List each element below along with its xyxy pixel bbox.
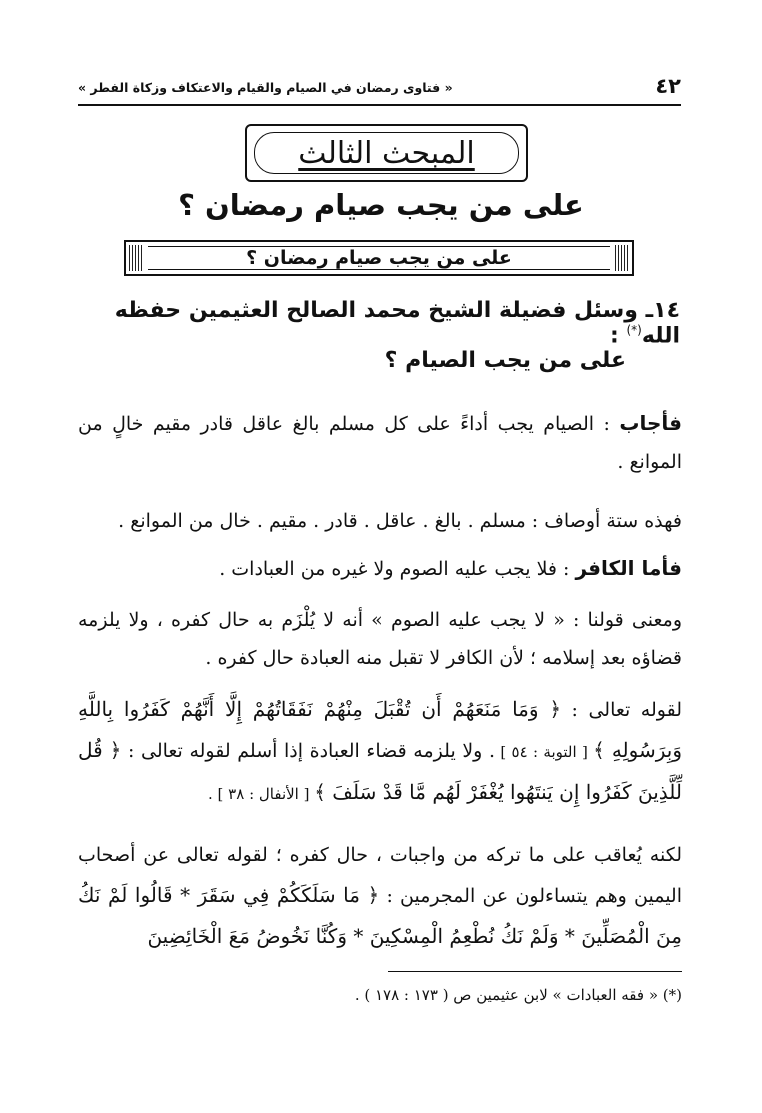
- quran-verse-3: ﴿ مَا سَلَكَكُمْ فِي سَقَرَ * قَالُوا لَمْ نَكُ مِنَ الْمُصَلِّينَ * وَلَمْ نَكُ نُطْعِمُ الْمِسْكِينَ * وَكُنَّا نَخُوضُ مَعَ الْخَائِضِينَ: [78, 883, 682, 948]
- answer-paragraph-2: فهذه ستة أوصاف : مسلم . بالغ . عاقل . قادر . مقيم . خال من الموانع .: [118, 510, 682, 532]
- p5-middle: . ولا يلزمه قضاء العبادة إذا أسلم لقوله تعالى :: [121, 740, 496, 762]
- answer-paragraph-4: ومعنى قولنا : « لا يجب عليه الصوم » أنه لا يُلْزَم به حال كفره ، ولا يلزمه قضاؤه بعد إسلامه ؛ لأن الكافر لا تقبل منه العبادة حال كفره .: [78, 609, 682, 669]
- running-title: « فتاوى رمضان في الصيام والقيام والاعتكاف وزكاة الفطر »: [78, 80, 453, 95]
- page-number: ٤٢: [655, 74, 681, 98]
- main-heading: على من يجب صيام رمضان ؟: [178, 188, 584, 222]
- answer-paragraph-1: [78, 404, 682, 481]
- kafir-lead: فأما الكافر: [575, 556, 682, 580]
- chapter-title-inner-frame: [254, 132, 519, 174]
- footnote: (*) « فقه العبادات » لابن عثيمين ص ( ١٧٣ : ١٧٨ ) .: [354, 986, 682, 1004]
- verse-reference-2: [ الأنفال : ٣٨ ] .: [208, 785, 315, 803]
- quran-verse-1: ﴿ وَمَا مَنَعَهُمْ أَن تُقْبَلَ مِنْهُمْ نَفَقَاتُهُمْ إِلَّا أَنَّهُمْ كَفَرُوا بِاللَّهِ وَبِرَسُولِهِ ﴾: [78, 697, 682, 762]
- answer-paragraph-6: [78, 835, 682, 957]
- header-rule: [78, 104, 681, 106]
- chapter-title-frame: [245, 124, 528, 182]
- sub-heading-band: [124, 240, 634, 276]
- quran-verse-2: ﴿ قُل لِّلَّذِينَ كَفَرُوا إِن يَنتَهُوا يُغْفَرْ لَهُم مَّا قَدْ سَلَفَ ﴾: [78, 738, 682, 804]
- p6-intro: لكنه يُعاقب على ما تركه من واجبات ، حال كفره ؛ لقوله تعالى عن أصحاب اليمين وهم يتساءلون عن المجرمين :: [78, 844, 682, 907]
- answer-text-1: : الصيام يجب أداءً على كل مسلم بالغ عاقل قادر مقيم خالٍ من الموانع .: [78, 413, 682, 473]
- band-hatch-right: [615, 245, 629, 271]
- answer-lead: فأجاب: [619, 411, 682, 435]
- verse-reference-1: [ التوبة : ٥٤ ]: [495, 743, 594, 761]
- question-number-text: ١٤ـ وسئل فضيلة الشيخ محمد الصالح العثيمين حفظه الله: [114, 298, 680, 349]
- footnote-rule: [388, 971, 682, 972]
- question-colon: :: [610, 323, 627, 349]
- band-hatch-left: [129, 245, 143, 271]
- question-intro: [90, 298, 680, 348]
- chapter-title: المبحث الثالث: [298, 135, 475, 171]
- running-header: [78, 74, 681, 106]
- question-text: على من يجب الصيام ؟: [384, 348, 626, 373]
- p5-intro: لقوله تعالى :: [561, 699, 682, 721]
- answer-paragraph-3: [78, 549, 682, 588]
- footnote-marker: (*): [626, 323, 642, 337]
- answer-text-3: : فلا يجب عليه الصوم ولا غيره من العبادات .: [219, 558, 576, 580]
- answer-paragraph-5: [78, 689, 682, 814]
- sub-heading: على من يجب صيام رمضان ؟: [246, 247, 512, 269]
